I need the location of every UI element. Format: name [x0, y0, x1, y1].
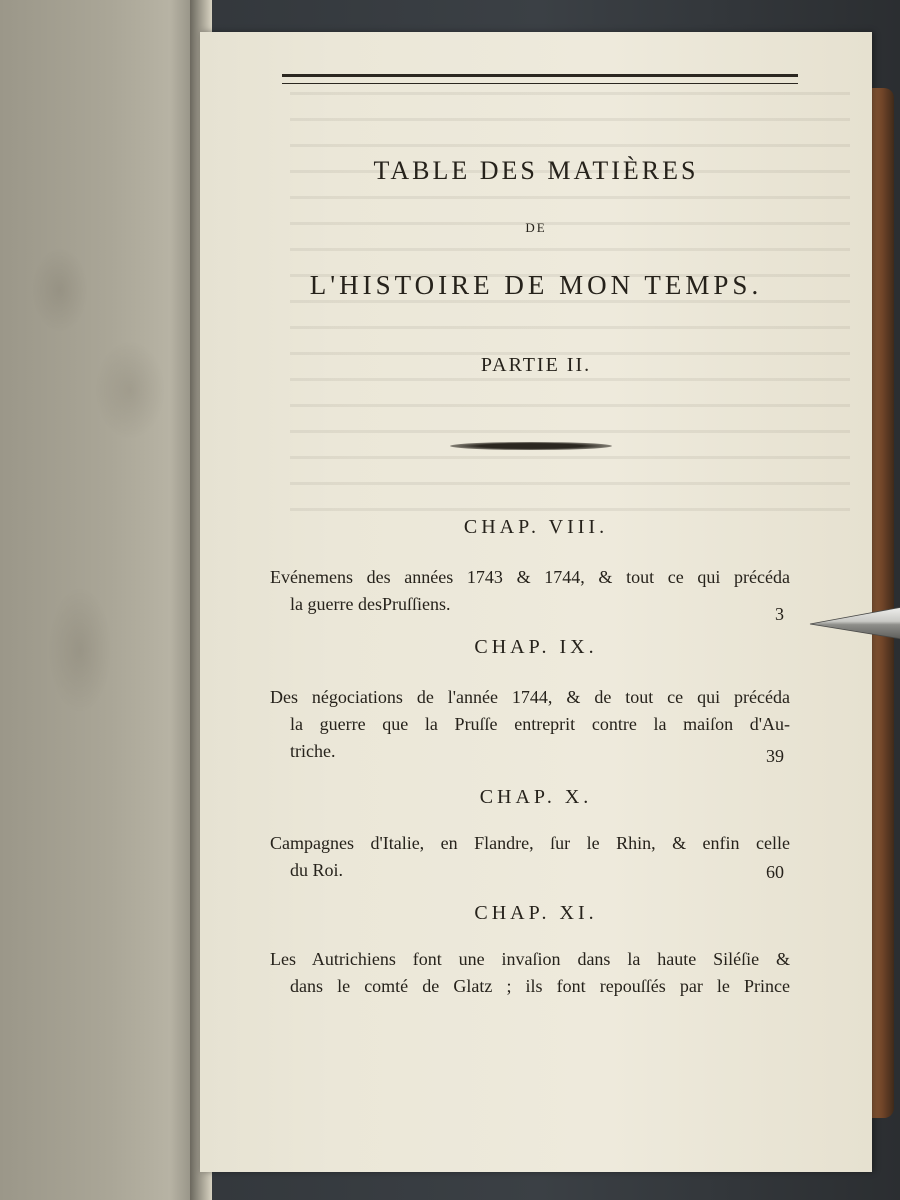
- chapter-entry: [270, 564, 790, 618]
- left-page: [0, 0, 200, 1200]
- title-line-1: TABLE DES MATIÈRES: [373, 156, 699, 185]
- entry-line: triche.: [290, 741, 336, 761]
- entry-line: Evénemens des années 1743 & 1744, & tout ce qui précéda: [270, 567, 790, 587]
- title-line-2: L'HISTOIRE DE MON TEMPS.: [309, 270, 763, 300]
- entry-line: la guerre desPruſſiens.: [290, 594, 451, 614]
- entry-line: Des négociations de l'année 1744, & de tout ce qui précéda: [270, 687, 790, 707]
- double-rule: [282, 74, 798, 84]
- page-number: 3: [775, 604, 784, 624]
- chapter-entry: [270, 684, 790, 765]
- right-page: [200, 32, 872, 1172]
- chapter-heading: CHAP. VIII.: [463, 516, 609, 538]
- chapter-heading: CHAP. IX.: [474, 636, 598, 658]
- title-de: DE: [525, 220, 547, 235]
- page-number: 39: [766, 746, 784, 766]
- chapter-heading: CHAP. X.: [479, 786, 593, 808]
- entry-line: la guerre que la Pruſſe entreprit contre la maiſon d'Au-: [290, 714, 790, 734]
- swelled-rule: [450, 442, 612, 450]
- left-page-bleed-through: [20, 230, 180, 750]
- entry-line: dans le comté de Glatz ; ils font repouſſés par le Prince: [290, 976, 790, 996]
- page-number: 60: [766, 862, 784, 882]
- chapter-entry: [270, 946, 790, 1000]
- entry-line: Les Autrichiens font une invaſion dans la haute Siléſie &: [270, 949, 790, 969]
- chapter-heading: CHAP. XI.: [474, 902, 598, 924]
- entry-line: du Roi.: [290, 860, 344, 880]
- metal-pointer: [808, 600, 900, 644]
- chapter-entry: [270, 830, 790, 884]
- entry-line: Campagnes d'Italie, en Flandre, ſur le Rhin, & enfin celle: [270, 833, 790, 853]
- part-heading: PARTIE II.: [480, 354, 592, 376]
